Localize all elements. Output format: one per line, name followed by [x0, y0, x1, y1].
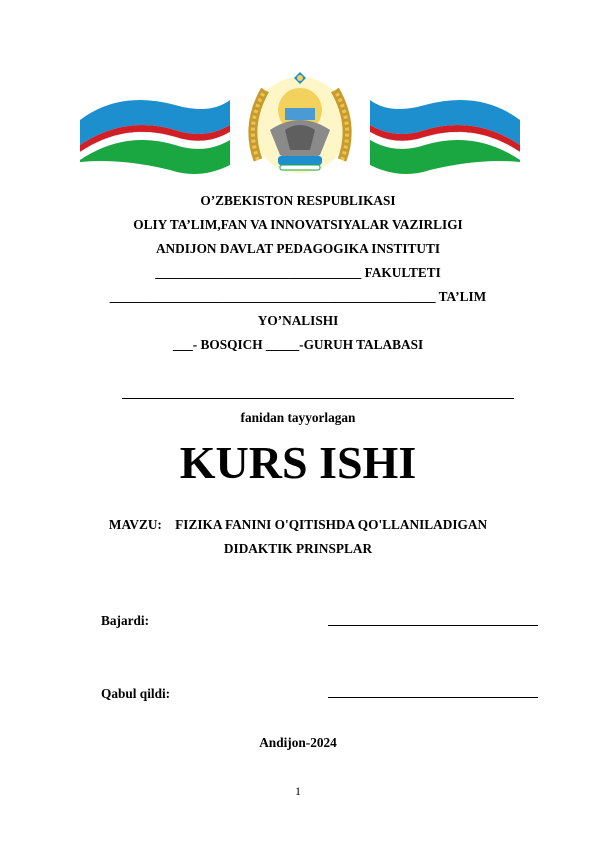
- left-flag-icon: [80, 100, 230, 174]
- performed-by-label: Bajardi:: [101, 613, 150, 628]
- institute-name: ANDIJON DAVLAT PEDAGOGIKA INSTITUTI: [155, 241, 441, 256]
- republic-name: O’ZBEKISTON RESPUBLIKASI: [200, 193, 396, 208]
- direction-word: YO’NALISHI: [257, 313, 339, 328]
- state-emblem-with-flags: [80, 70, 520, 190]
- direction-line: _________________________________________________ TA’LIM: [109, 289, 487, 304]
- ministry-name: OLIY TA’LIM,FAN VA INNOVATSIYALAR VAZIRLIGI: [133, 217, 463, 232]
- subject-caption: fanidan tayyorlagan: [240, 410, 356, 425]
- coat-of-arms-icon: [252, 72, 348, 173]
- topic-line-1: MAVZU: FIZIKA FANINI O'QITISHDA QO'LLANILADIGAN: [108, 517, 488, 532]
- city-year: Andijon-2024: [259, 735, 337, 750]
- page-number: 1: [295, 784, 301, 798]
- performed-by-signature-line: [328, 625, 538, 626]
- document-title: KURS ISHI: [179, 437, 417, 488]
- right-flag-icon: [370, 100, 520, 174]
- course-group-line: ___- BOSQICH _____-GURUH TALABASI: [172, 337, 424, 352]
- accepted-by-label: Qabul qildi:: [101, 686, 171, 701]
- accepted-by-signature-line: [328, 697, 538, 698]
- topic-line-2: DIDAKTIK PRINSPLAR: [223, 541, 373, 556]
- faculty-line: _______________________________ FAKULTETI: [155, 265, 441, 280]
- subject-name-blank: [122, 398, 514, 399]
